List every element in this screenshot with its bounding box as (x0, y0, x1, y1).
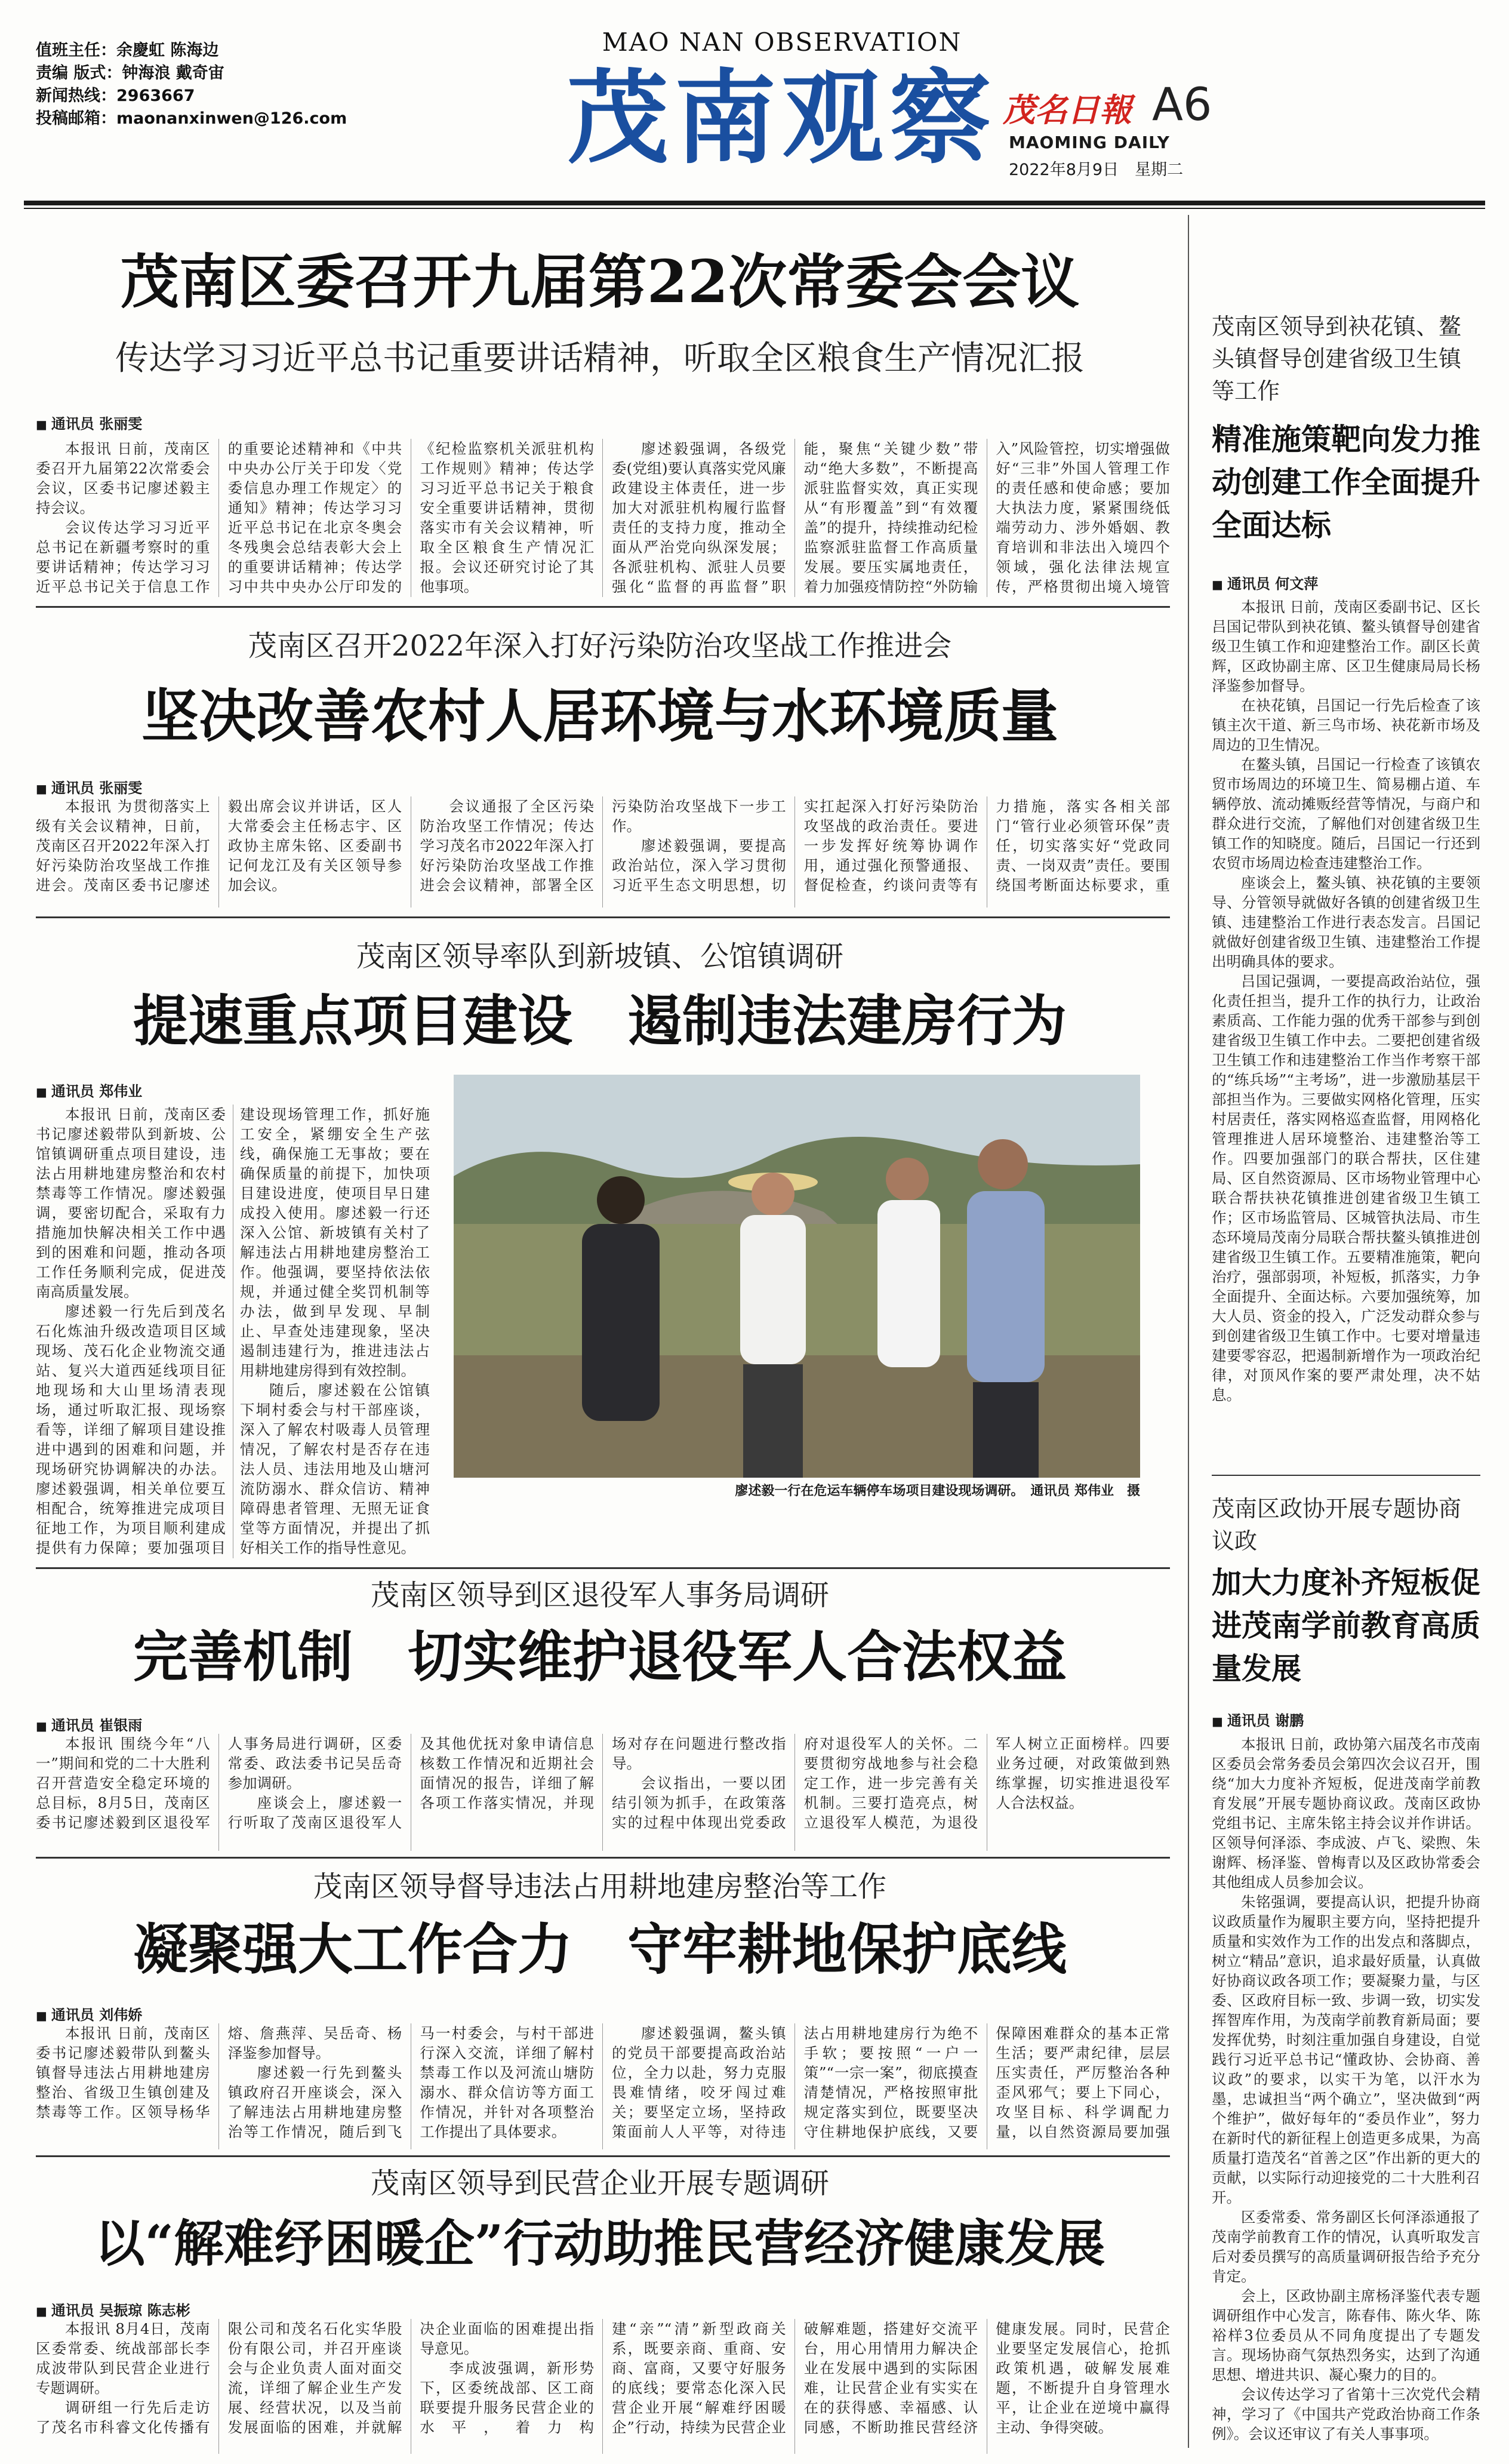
a4-headline: 完善机制 切实维护退役军人合法权益 (133, 1625, 1067, 1689)
a2-kicker: 茂南区召开2022年深入打好污染防治攻坚战工作推进会 (248, 629, 952, 663)
a5-byline: ■ 通讯员 刘伟娇 (36, 2003, 142, 2024)
a3-para: 随后，廖述毅在公馆镇下垌村委会与村干部座谈，深入了解农村吸毒人员管理情况，了解农村是否存在违法人员、违法用地及山塘河流防溺水、群众信访、精神障碍患者管理、无照无证食堂等方面情况，并提出了抓好相关工作的指导性意见。 (240, 1382, 430, 1556)
a6-para: 本报讯 8月4日，茂南区委常委、统战部部长李成波带队到民营企业进行专题调研。 (36, 2320, 210, 2397)
r2-body (1212, 1734, 1480, 2451)
r2-para: 本报讯 日前，政协第六届茂名市茂南区委员会常务委员会第四次会议召开，围绕“加大力度补齐短板，促进茂南学前教育发展”开展专题协商议政。茂南区政协党组书记、主席朱铭主持会议并作讲话。区领导何泽添、李成波、卢飞、梁煦、朱谢辉、杨泽鉴、曾梅青以及区政协常委会其他组成人员参加会议。 (1212, 1736, 1480, 1891)
a1-para: 会议传达学习习近平总书记在新疆考察时的重要讲话精神；传达学习习近平总书记关于信息工作的重要论述精神和《中共中央办公厅关于印发〈党委信息办理工作规定〉的通知》精神；传达学习习近平总书记在北京冬奥会冬残奥会总结表彰大会上的重要讲话精神；传达学习中共中央办公厅印发的《纪检监察机关派驻机构工作规则》精神；传达学习习近平总书记关于粮食安全重要讲话精神，贯彻落实市有关会议精神，听取全区粮食生产情况汇报。会议还研究讨论了其他事项。 (36, 440, 594, 595)
a6-para: 李成波强调，新形势下，区委统战部、区工商联要提升服务民营企业的水平，着力构建“亲”“清”新型政商关系，既要亲商、重商、安商、富商，又要守好服务的底线；要常态化深入民营企业开展“解难纾困暖企”行动，持续为民营企业破解难题，搭建好交流平台，用心用情用力解决企业在发展中遇到的实际困难，让民营企业有实实在在的获得感、幸福感、认同感，不断助推民营经济健康发展。同时，民营企业要坚定发展信心，抢抓政策机遇，破解发展难题，不断提升自身管理水平，让企业在逆境中赢得主动、争得突破。 (420, 2320, 1170, 2436)
a5-para: 廖述毅强调，鳌头镇的党员干部要提高政治站位，全力以赴，努力克服畏难情绪，咬牙闯过难关；要坚定立场，坚持政策面前人人平等，对待违法占用耕地建房行为绝不手软；要按照“一户一策”“一宗一案”，彻底摸查清楚情况，严格按照审批规定落实到位，既要坚决守住耕地保护底线，又要保障困难群众的基本正常生活；要严肃纪律，层层压实责任，严厉整治各种歪风邪气；要上下同心，攻坚目标、科学调配力量，以自然资源局要加强 (611, 2025, 1170, 2140)
a6-para: 调研组一行先后走访了茂名市科睿文化传播有限公司和茂名石化实华股份有限公司，并召开座谈会与企业负责人面对面交流，详细了解企业生产发展、经营状况，以及当前发展面临的困难，并就解决企业面临的困难提出指导意见。 (36, 2320, 594, 2436)
photo-caption: 廖述毅一行在危运车辆停车场项目建设现场调研。 通讯员 郑伟业 摄 (735, 1484, 1140, 1499)
r1-body (1212, 597, 1480, 1469)
a1-para: 廖述毅强调，各级党委(党组)要认真落实党风廉政建设主体责任，进一步加大对派驻机构履行监督责任的支持力度，推动全面从严治党向纵深发展；各派驻机构、派驻人员要强化“监督的再监督”职能，聚焦“关键少数”带动“绝大多数”，不断提高派驻监督实效，真正实现从“有形覆盖”到“有效覆盖”的提升，持续推动纪检监察派驻监督工作高质量发展。要压实属地责任，着力加强疫情防控“外防输入”风险管控，切实增强做好“三非”外国人管理工作的责任感和使命感；要加大执法力度，紧紧围绕低端劳动力、涉外婚姻、教育培训和非法出入境四个领域，强化法律法规宣传，严格贯彻出境入境管 (611, 440, 1170, 595)
a3-headline: 提速重点项目建设 遏制违法建房行为 (133, 989, 1067, 1053)
a5-headline: 凝聚强大工作合力 守牢耕地保护底线 (133, 1917, 1067, 1982)
a6-kicker: 茂南区领导到民营企业开展专题调研 (370, 2167, 829, 2200)
a2-headline: 坚决改善农村人居环境与水环境质量 (141, 682, 1058, 750)
a2-para: 会议通报了全区污染防治攻坚工作情况；传达学习茂名市2022年深入打好污染防治攻坚战工作推进会会议精神，部署全区污染防治攻坚战下一步工作。 (420, 798, 786, 894)
section-title-cn: 茂南观察 (566, 60, 997, 178)
a3-para: 廖述毅一行先后到茂名石化炼油升级改造项目区域现场、茂石化企业物流交通站、复兴大道西延线项目征地现场和大山里场清表现场，通过听取汇报、现场察看等，详细了解项目建设推进中遇到的困难和问题，并现场研究协调解决的办法。廖述毅强调，相关单位要互相配合，统筹推进完成项目征地工作，为项目顺利建成提供有力保障；要加强项目建设现场管理工作，抓好施工安全，紧绷安全生产弦线，确保施工无事故；要在确保质量的前提下，加快项目建设进度，使项目早日建成投入使用。廖述毅一行还深入公馆、新坡镇有关村了解违法占用耕地建房整治工作。他强调，要坚持依法依规，并通过健全奖罚机制等办法，做到早发现、早制止、早查处违建现象，坚决遏制违建行为，推进违法占用耕地建房得到有效控制。 (36, 1106, 430, 1556)
a3-kicker: 茂南区领导率队到新坡镇、公馆镇调研 (356, 940, 843, 973)
r1-para: 本报讯 日前，茂南区委副书记、区长吕国记带队到袂花镇、鳌头镇督导创建省级卫生镇工作和迎建整治工作。副区长黄辉，区政协副主席、区卫生健康局局长杨泽鉴参加督导。 (1212, 598, 1480, 694)
masthead-rule-thin (24, 208, 1485, 209)
a3-para: 本报讯 日前，茂南区委书记廖述毅带队到新坡、公馆镇调研重点项目建设，违法占用耕地建房整治和农村禁毒等工作情况。廖述毅强调，要密切配合，采取有力措施加快解决相关工作中遇到的困难和问题，推动各项工作任务顺利完成，促进茂南高质量发展。 (36, 1106, 226, 1300)
newspaper-name-en: MAOMING DAILY (1009, 133, 1170, 152)
news-photo (454, 1075, 1140, 1478)
r1-byline: ■ 通讯员 何文萍 (1212, 572, 1318, 593)
a2-para: 本报讯 为贯彻落实上级有关会议精神，日前，茂南区召开2022年深入打好污染防治攻坚战工作推进会。茂南区委书记廖述毅出席会议并讲话，区人大常委会主任杨志宇、区政协主席朱铭、区委副书记何龙江及有关区领导参加会议。 (36, 798, 402, 894)
r1-para: 座谈会上，鳌头镇、袂花镇的主要领导、分管领导就做好各镇的创建省级卫生镇、违建整治工作进行表态发言。吕国记就做好创建省级卫生镇、违建整治工作提出明确具体的要求。 (1212, 874, 1480, 970)
submission-email: 投稿邮箱：maonanxinwen@126.com (36, 109, 347, 128)
a3-body (36, 1105, 430, 1558)
a1-byline: ■ 通讯员 张丽雯 (36, 412, 142, 433)
layout-editors: 责编 版式：钟海浪 戴奇宙 (36, 64, 224, 82)
masthead-rule (24, 201, 1485, 205)
r1-headline: 精准施策靶向发力推动创建工作全面提升全面达标 (1212, 422, 1480, 543)
a4-para: 会议指出，一要以团结引领为抓手，在政策落实的过程中体现出党委政府对退役军人的关怀。二要贯彻穷战地参与社会稳定工作，进一步完善有关机制。三要打造亮点，树立退役军人模范，为退役军人树立正面榜样。四要业务过硬，对政策做到熟练掌握，切实推进退役军人合法权益。 (611, 1735, 1170, 1831)
a1-headline: 茂南区委召开九届第22次常委会会议 (120, 248, 1080, 316)
a1-para: 本报讯 日前，茂南区委召开九届第22次常委会会议，区委书记廖述毅主持会议。 (36, 440, 210, 516)
r2-para: 会上，区政协副主席杨泽鉴代表专题调研组作中心发言，陈春伟、陈火华、陈裕样3位委员从不同角度提出了专题发言。现场协商气氛热烈务实，达到了沟通思想、增进共识、凝心聚力的目的。 (1212, 2287, 1480, 2383)
a2-byline: ■ 通讯员 张丽雯 (36, 776, 142, 797)
duty-editors: 值班主任：余慶虹 陈海边 (36, 41, 219, 60)
r2-byline: ■ 通讯员 谢鹏 (1212, 1709, 1304, 1730)
masthead-meta (36, 39, 454, 130)
a6-headline: 以“解难纾困暖企”行动助推民营经济健康发展 (94, 2214, 1105, 2273)
a6-byline: ■ 通讯员 吴振琼 陈志彬 (36, 2299, 190, 2320)
a5-para: 廖述毅一行先到鳌头镇政府召开座谈会，深入了解违法占用耕地建房整治等工作情况，随后到飞马一村委会，与村干部进行深入交流，详细了解村禁毒工作以及河流山塘防溺水、群众信访等方面工作情况，并针对各项整治工作提出了具体要求。 (227, 2025, 594, 2140)
page-number: A6 (1152, 78, 1212, 131)
a6-body (36, 2293, 1170, 2454)
r2-para: 区委常委、常务副区长何泽添通报了茂南学前教育工作的情况，认真听取发言后对委员撰写的高质量调研报告给予充分肯定。 (1212, 2208, 1480, 2285)
newspaper-logo: 茂名日報 (1003, 91, 1132, 129)
separator (36, 916, 1170, 918)
a1-subhead: 传达学习习近平总书记重要讲话精神，听取全区粮食生产情况汇报 (115, 339, 1085, 378)
r1-para: 在袂花镇，吕国记一行先后检查了该镇主次干道、新三鸟市场、袂花新市场及周边的卫生情况。 (1212, 697, 1480, 753)
separator (36, 1567, 1170, 1569)
r2-para: 会议传达学习了省第十三次党代会精神，学习了《中国共产党政治协商工作条例》。会议还审议了有关人事事项。 (1212, 2386, 1480, 2443)
r1-para: 吕国记强调，一要提高政治站位，强化责任担当，提升工作的执行力，让政治素质高、工作能力强的优秀干部参与到创建省级卫生镇工作中去。二要把创建省级卫生镇工作和违建整治工作当作考察干部的“练兵场”“主考场”，进一步激励基层干部担当作为。三要做实网格化管理，压实村居责任，落实网格巡查监督，用网格化管理推进人居环境整治、违建整治等工作。四要加强部门的联合帮扶，区住建局、区自然资源局、区市场物业管理中心联合帮扶袂花镇推进创建省级卫生镇工作；区市场监管局、区城管执法局、市生态环境局茂南分局联合帮扶鳌头镇推进创建省级卫生镇工作。五要精准施策，靶向治疗，强部弱项，补短板，抓落实，力争全面提升、全面达标。六要加强统筹，加大人员、资金的投入，广泛发动群众参与到创建省级卫生镇工作中。七要对增量违建要零容忍，把遏制新增作为一项政治纪律，对顶风作案的要严肃处理，决不姑息。 (1212, 973, 1480, 1404)
a4-kicker: 茂南区领导到区退役军人事务局调研 (370, 1579, 829, 1612)
photo-illustration (454, 1075, 1140, 1478)
news-hotline: 新闻热线：2963667 (36, 87, 195, 105)
a4-byline: ■ 通讯员 崔银雨 (36, 1714, 142, 1734)
a4-para: 座谈会上，廖述毅一行听取了茂南区退役军人及其他优抚对象申请信息核数工作情况和近期社会面情况的报告，详细了解各项工作落实情况，并现场对存在问题进行整改指导。 (227, 1735, 786, 1831)
a2-body (36, 770, 1170, 908)
a1-body (36, 439, 1170, 597)
separator (36, 2155, 1170, 2157)
a5-kicker: 茂南区领导督导违法占用耕地建房整治等工作 (313, 1870, 886, 1903)
r1-kicker: 茂南区领导到袂花镇、鳌头镇督导创建省级卫生镇等工作 (1212, 313, 1462, 404)
issue-date: 2022年8月9日 星期二 (1009, 161, 1184, 179)
separator (36, 1857, 1170, 1859)
column-divider (1188, 215, 1189, 2448)
a5-body (36, 1997, 1170, 2149)
separator (36, 606, 1170, 608)
section-title-en: MAO NAN OBSERVATION (602, 27, 962, 57)
r2-para: 朱铭强调，要提高认识，把提升协商议政质量作为履职主要方向，坚持把提升质量和实效作为工作的出发点和落脚点，树立“精品”意识，追求最好质量，认真做好协商议政各项工作；要凝聚力量，与区委、区政府目标一致、步调一致，切实发挥智库作用，为茂南学前教育新局面；要发挥优势，时刻注重加强自身建设，自觉践行习近平总书记“懂政协、会协商、善议政”的要求，以实干为笔，以汗水为墨，忠诚担当“两个确立”，坚决做到“两个维护”，做好每年的“委员作业”，努力在新时代的新征程上创造更多成果，为高质量打造茂名“首善之区”作出新的更大的贡献，以实际行动迎接党的二十大胜利召开。 (1212, 1893, 1480, 2206)
r2-headline: 加大力度补齐短板促进茂南学前教育高质量发展 (1212, 1565, 1480, 1686)
a4-body (36, 1708, 1170, 1851)
a5-para: 本报讯 日前，茂南区委书记廖述毅带队到鳌头镇督导违法占用耕地建房整治、省级卫生镇创建及禁毒等工作。区领导杨华熔、詹燕萍、吴岳奇、杨泽鉴参加督导。 (36, 2025, 402, 2121)
a3-byline: ■ 通讯员 郑伟业 (36, 1079, 142, 1100)
a4-para: 本报讯 围绕今年“八一”期间和党的二十大胜利召开营造安全稳定环境的总目标，8月5日，茂南区委书记廖述毅到区退役军人事务局进行调研，区委常委、政法委书记吴岳奇参加调研。 (36, 1735, 402, 1831)
a2-para: 廖述毅强调，要提高政治站位，深入学习贯彻习近平生态文明思想，切实扛起深入打好污染防治攻坚战的政治责任。要进一步发挥好统筹协调作用，通过强化预警通报、督促检查，约谈问责等有力措施，落实各相关部门“管行业必须管环保”责任，切实落实好“党政同责、一岗双责”责任。要围绕国考断面达标要求，重 (611, 798, 1170, 894)
separator (1212, 1475, 1480, 1476)
r2-kicker: 茂南区政协开展专题协商议政 (1212, 1496, 1462, 1554)
r1-para: 在鳌头镇，吕国记一行检查了该镇农贸市场周边的环境卫生、简易棚占道、车辆停放、流动摊贩经营等情况，与商户和群众进行交流，了解他们对创建省级卫生镇工作的知晓度。随后，吕国记一行还到农贸市场周边检查违建整治工作。 (1212, 756, 1480, 872)
